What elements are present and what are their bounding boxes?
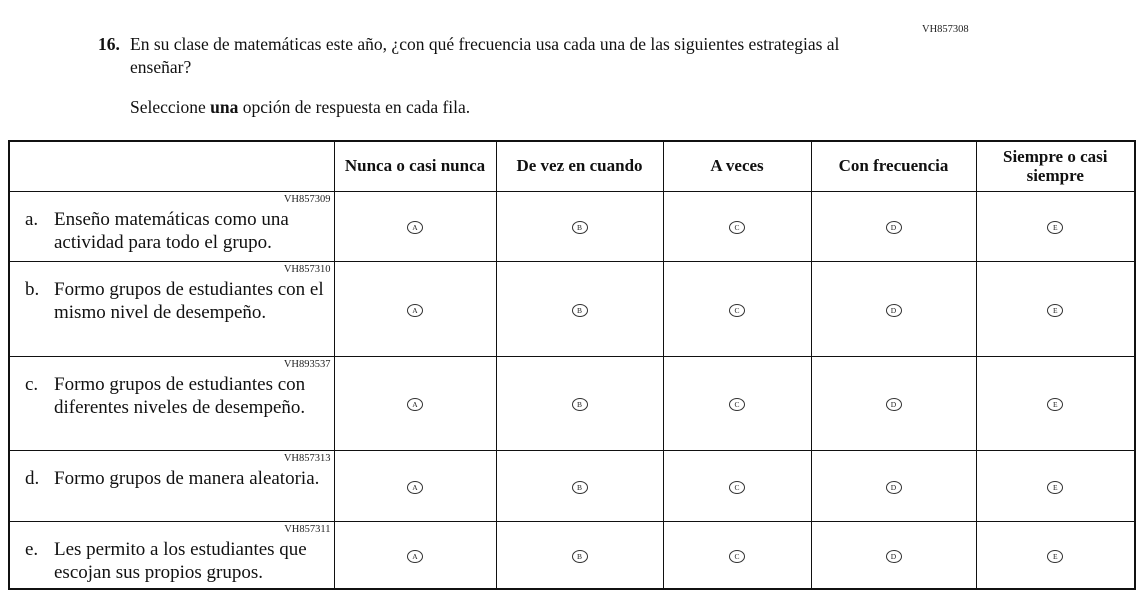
option-cell-d-D[interactable] [811, 450, 976, 521]
option-cell-c-D[interactable] [811, 356, 976, 450]
item-code: VH857309 [283, 193, 331, 205]
answer-bubble-e-A[interactable]: A [407, 550, 423, 563]
instruction-suffix: opción de respuesta en cada fila. [238, 96, 471, 117]
answer-bubble-c-D[interactable]: D [886, 398, 902, 411]
option-cell-c-B[interactable] [496, 356, 663, 450]
table-row-e [9, 521, 1135, 589]
table-row-b [9, 261, 1135, 356]
statement-letter: b. [25, 279, 40, 301]
option-cell-c-C[interactable] [663, 356, 811, 450]
answer-bubble-e-B[interactable]: B [572, 550, 588, 563]
column-header-devez: De vez en cuando [496, 141, 663, 191]
option-cell-b-B[interactable] [496, 261, 663, 356]
statement-text: Enseño matemáticas como una actividad para todo el grupo. [54, 209, 289, 254]
table-row-d [9, 450, 1135, 521]
option-cell-d-A[interactable] [334, 450, 496, 521]
answer-bubble-b-C[interactable]: C [729, 304, 745, 317]
statement-text: Formo grupos de manera aleatoria. [54, 468, 320, 490]
option-cell-e-C[interactable] [663, 521, 811, 589]
header-empty-cell [9, 141, 334, 191]
instruction-bold: una [210, 96, 239, 117]
answer-bubble-b-A[interactable]: A [407, 304, 423, 317]
statement-cell-c [9, 356, 334, 450]
column-header-confrecuencia: Con frecuencia [811, 141, 976, 191]
answer-bubble-d-E[interactable]: E [1047, 481, 1063, 494]
header-row [9, 141, 1135, 191]
question-instruction [130, 96, 898, 119]
option-cell-a-E[interactable] [976, 191, 1135, 261]
answer-bubble-b-D[interactable]: D [886, 304, 902, 317]
option-cell-d-B[interactable] [496, 450, 663, 521]
option-cell-e-A[interactable] [334, 521, 496, 589]
statement-cell-b [9, 261, 334, 356]
answer-bubble-e-D[interactable]: D [886, 550, 902, 563]
answer-bubble-c-A[interactable]: A [407, 398, 423, 411]
option-cell-b-D[interactable] [811, 261, 976, 356]
statement-cell-a [9, 191, 334, 261]
answer-bubble-a-B[interactable]: B [572, 221, 588, 234]
answer-bubble-e-E[interactable]: E [1047, 550, 1063, 563]
statement-cell-e [9, 521, 334, 589]
answer-bubble-b-B[interactable]: B [572, 304, 588, 317]
item-code: VH857313 [283, 452, 331, 464]
answer-bubble-a-C[interactable]: C [729, 221, 745, 234]
instruction-prefix: Seleccione [130, 96, 211, 117]
item-code: VH857310 [283, 263, 331, 275]
answer-bubble-d-B[interactable]: B [572, 481, 588, 494]
answer-bubble-d-C[interactable]: C [729, 481, 745, 494]
answer-bubble-c-B[interactable]: B [572, 398, 588, 411]
column-header-nunca: Nunca o casi nunca [334, 141, 496, 191]
option-cell-c-A[interactable] [334, 356, 496, 450]
statement-cell-d [9, 450, 334, 521]
statement-letter: e. [25, 539, 39, 561]
answer-bubble-a-A[interactable]: A [407, 221, 423, 234]
option-cell-e-E[interactable] [976, 521, 1135, 589]
column-header-siempre: Siempre o casi siempre [976, 141, 1135, 191]
item-code: VH893537 [283, 358, 331, 370]
answer-bubble-b-E[interactable]: E [1047, 304, 1063, 317]
option-cell-c-E[interactable] [976, 356, 1135, 450]
question-text: En su clase de matemáticas este año, ¿con qué frecuencia usa cada una de las siguientes estrategias al enseñar? [130, 34, 840, 77]
option-cell-e-D[interactable] [811, 521, 976, 589]
statement-text: Les permito a los estudiantes que escojan sus propios grupos. [54, 539, 307, 584]
option-cell-b-E[interactable] [976, 261, 1135, 356]
answer-bubble-d-A[interactable]: A [407, 481, 423, 494]
response-matrix-table [8, 140, 1136, 590]
option-cell-d-C[interactable] [663, 450, 811, 521]
table-row-c [9, 356, 1135, 450]
answer-bubble-a-E[interactable]: E [1047, 221, 1063, 234]
table-row-a [9, 191, 1135, 261]
statement-letter: a. [25, 209, 39, 231]
statement-text: Formo grupos de estudiantes con el mismo nivel de desempeño. [54, 279, 324, 324]
answer-bubble-d-D[interactable]: D [886, 481, 902, 494]
option-cell-b-A[interactable] [334, 261, 496, 356]
option-cell-a-D[interactable] [811, 191, 976, 261]
option-cell-a-C[interactable] [663, 191, 811, 261]
answer-bubble-a-D[interactable]: D [886, 221, 902, 234]
answer-bubble-e-C[interactable]: C [729, 550, 745, 563]
option-cell-a-B[interactable] [496, 191, 663, 261]
statement-text: Formo grupos de estudiantes con diferentes niveles de desempeño. [54, 374, 306, 419]
statement-letter: d. [25, 468, 40, 490]
question-block [98, 33, 898, 118]
question-texts [130, 33, 898, 118]
question-number: 16. [98, 34, 120, 54]
option-cell-d-E[interactable] [976, 450, 1135, 521]
option-cell-b-C[interactable] [663, 261, 811, 356]
question-accession-code: VH857308 [922, 24, 969, 35]
answer-bubble-c-E[interactable]: E [1047, 398, 1063, 411]
statement-letter: c. [25, 374, 39, 396]
column-header-aveces: A veces [663, 141, 811, 191]
item-code: VH857311 [284, 523, 331, 535]
option-cell-a-A[interactable] [334, 191, 496, 261]
answer-bubble-c-C[interactable]: C [729, 398, 745, 411]
option-cell-e-B[interactable] [496, 521, 663, 589]
